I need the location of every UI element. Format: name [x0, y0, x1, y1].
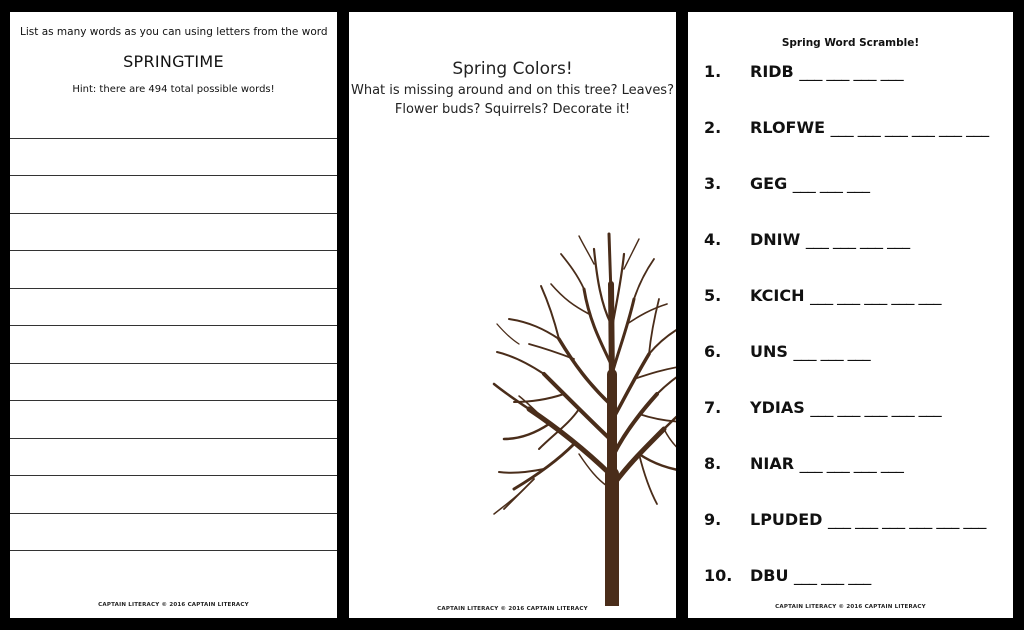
page-title: Spring Word Scramble! — [781, 37, 920, 49]
instruction-text: List as many words as you can using letters from the word — [20, 26, 328, 38]
item-number: 1. — [704, 62, 722, 81]
page-title: Spring Colors! — [452, 59, 573, 79]
writing-line — [10, 325, 337, 326]
bare-tree-illustration — [489, 224, 676, 606]
page-footer: CAPTAIN LITERACY © 2016 CAPTAIN LITERACY — [437, 606, 588, 612]
instruction-line-2: Flower buds? Squirrels? Decorate it! — [394, 102, 631, 117]
item-number: 4. — [704, 230, 722, 249]
writing-line — [10, 550, 337, 551]
hint-text: Hint: there are 494 total possible words! — [72, 84, 275, 95]
scrambled-word: DNIW — [750, 230, 801, 249]
item-number: 2. — [704, 118, 722, 137]
answer-blanks: ___ ___ ___ ___ ___ ___ — [827, 510, 986, 529]
scrambled-word: KCICH — [750, 286, 805, 305]
writing-line — [10, 288, 337, 289]
scrambled-word: RIDB — [750, 62, 794, 81]
writing-line — [10, 250, 337, 251]
item-number: 10. — [704, 566, 733, 585]
writing-line — [10, 438, 337, 439]
writing-line — [10, 213, 337, 214]
scrambled-word: GEG — [750, 174, 788, 193]
scrambled-word: DBU — [750, 566, 789, 585]
item-number: 6. — [704, 342, 722, 361]
answer-blanks: ___ ___ ___ — [792, 174, 870, 193]
scrambled-word: YDIAS — [750, 398, 805, 417]
answer-blanks: ___ ___ ___ — [794, 566, 871, 585]
item-number: 7. — [704, 398, 722, 417]
item-number: 3. — [704, 174, 722, 193]
answer-blanks: ___ ___ ___ ___ ___ ___ — [830, 118, 989, 137]
page-footer: CAPTAIN LITERACY © 2016 CAPTAIN LITERACY — [775, 604, 926, 610]
page-footer: CAPTAIN LITERACY © 2016 CAPTAIN LITERACY — [98, 602, 249, 608]
writing-line — [10, 400, 337, 401]
instruction-line-1: What is missing around and on this tree? Leaves? — [350, 83, 674, 98]
answer-blanks: ___ ___ ___ ___ — [805, 230, 910, 249]
worksheet-springtime-words — [10, 12, 337, 618]
writing-line — [10, 513, 337, 514]
writing-line — [10, 363, 337, 364]
worksheet-word-scramble — [688, 12, 1013, 618]
answer-blanks: ___ ___ ___ ___ — [799, 62, 904, 81]
target-word: SPRINGTIME — [123, 52, 224, 71]
scrambled-word: RLOFWE — [750, 118, 826, 137]
answer-blanks: ___ ___ ___ ___ ___ — [810, 398, 942, 417]
writing-line — [10, 175, 337, 176]
scrambled-word: UNS — [750, 342, 788, 361]
worksheet-spring-colors — [349, 12, 676, 618]
writing-line — [10, 138, 337, 139]
writing-line — [10, 475, 337, 476]
answer-blanks: ___ ___ ___ ___ ___ — [810, 286, 941, 305]
answer-blanks: ___ ___ ___ — [793, 342, 871, 361]
answer-blanks: ___ ___ ___ ___ — [799, 454, 904, 473]
item-number: 8. — [704, 454, 722, 473]
item-number: 9. — [704, 510, 722, 529]
scrambled-word: LPUDED — [750, 510, 823, 529]
scrambled-word: NIAR — [750, 454, 795, 473]
item-number: 5. — [704, 286, 722, 305]
